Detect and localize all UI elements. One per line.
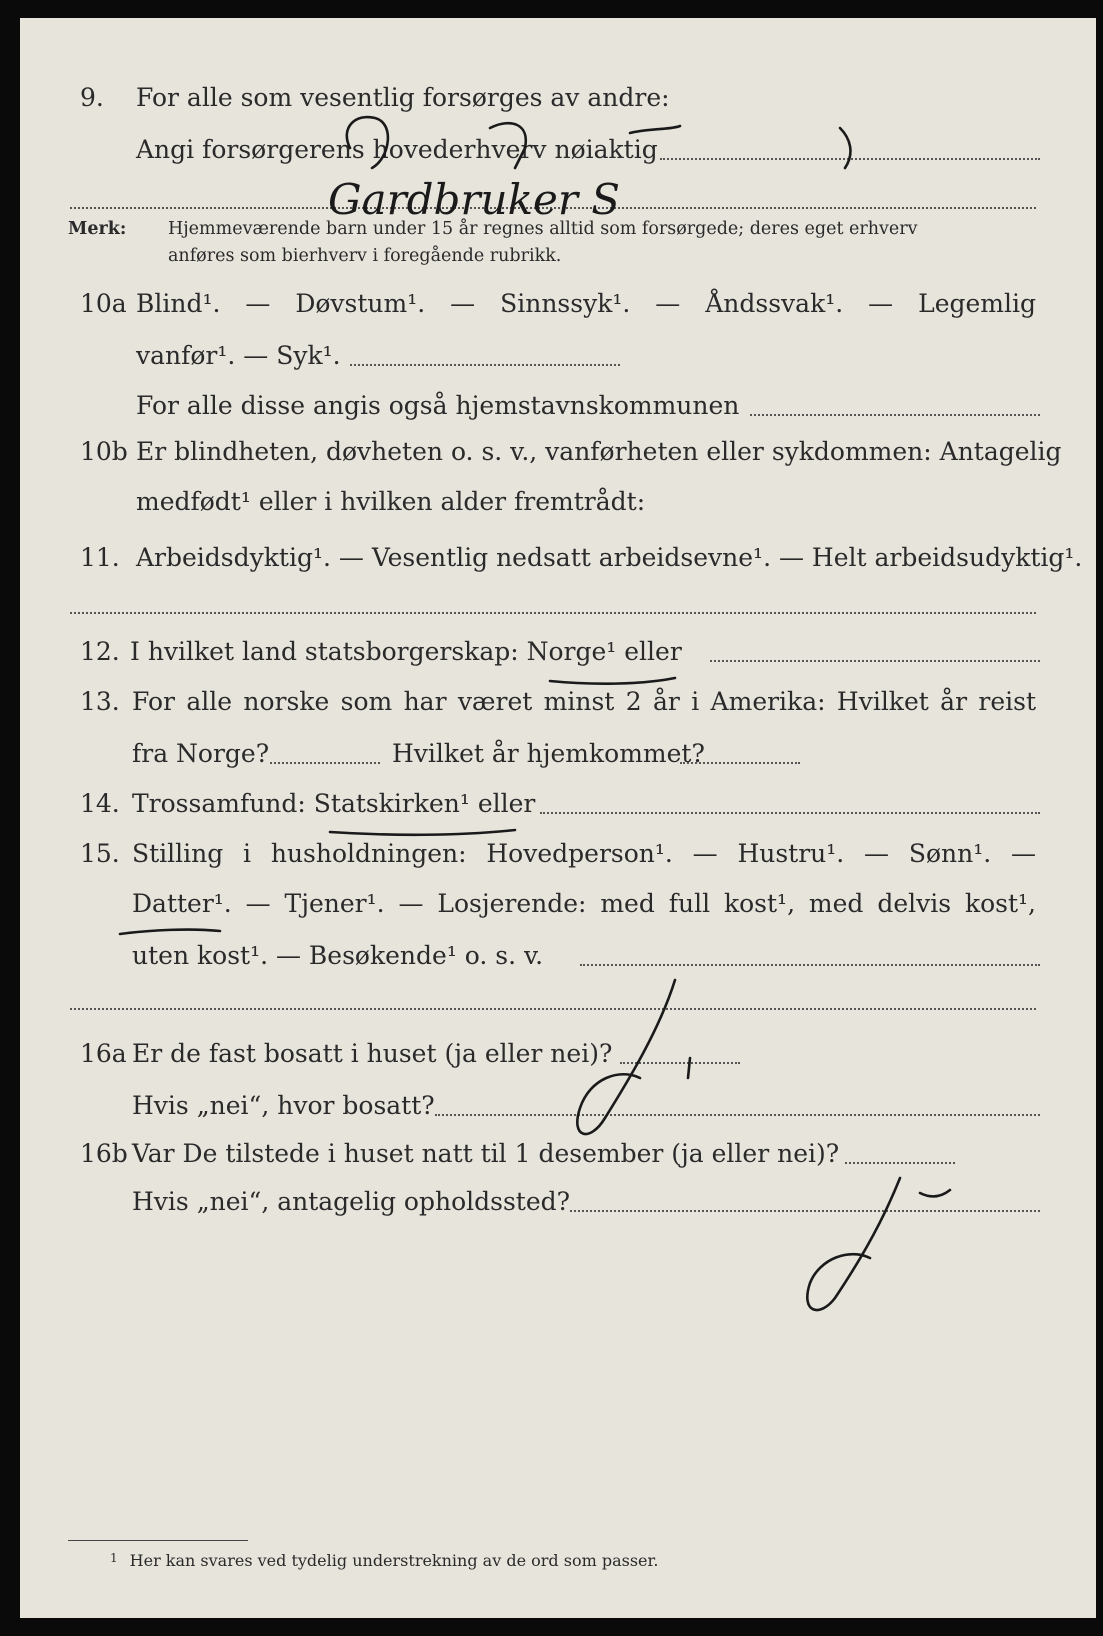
census-form-page <box>20 18 1096 1618</box>
question-text: vanfør¹. — Syk¹. <box>136 341 341 370</box>
divider <box>70 612 1036 614</box>
answer-line <box>350 362 620 366</box>
divider <box>70 1008 1036 1010</box>
answer-line <box>570 1208 1040 1212</box>
handwritten-answer-q9: Gardbruker S <box>328 175 621 224</box>
question-text: uten kost¹. — Besøkende¹ o. s. v. <box>132 941 544 970</box>
answer-line <box>680 760 800 764</box>
question-number: 16a <box>80 1039 127 1068</box>
question-number: 10b <box>80 437 128 466</box>
question-text: Arbeidsdyktig¹. — Vesentlig nedsatt arbeidsevne¹. — Helt arbeidsudyktig¹. <box>136 543 1083 572</box>
question-number: 10a <box>80 289 127 318</box>
question-number: 14. <box>80 789 120 818</box>
footnote-text: Her kan svares ved tydelig understrekning av de ord som passer. <box>129 1551 659 1570</box>
footnote <box>110 1551 659 1570</box>
answer-line <box>710 658 1040 662</box>
answer-line <box>270 760 380 764</box>
question-text: For alle norske som har været minst 2 år i Amerika: Hvilket år reist <box>132 687 1036 716</box>
question-text: fra Norge? <box>132 739 270 768</box>
question-text: Stilling i husholdningen: Hovedperson¹. — Hustru¹. — Sønn¹. — <box>132 839 1036 868</box>
note-label: Merk: <box>68 219 127 239</box>
question-text: Hvis „nei“, antagelig opholdssted? <box>132 1187 571 1216</box>
underline-mark <box>120 930 220 934</box>
note-block <box>68 216 918 270</box>
question-text: Hvilket år hjemkommet? <box>392 739 705 768</box>
question-number: 11. <box>80 543 120 572</box>
question-number: 12. <box>80 637 120 666</box>
note-text: Hjemmeværende barn under 15 år regnes alltid som forsørgede; deres eget erhverv <box>168 219 918 239</box>
answer-line <box>620 1060 740 1064</box>
pen-stroke <box>630 126 680 133</box>
question-text: Er blindheten, døvheten o. s. v., vanførheten eller sykdommen: Antagelig <box>136 437 1062 466</box>
answer-line <box>435 1112 1040 1116</box>
question-number: 16b <box>80 1139 128 1168</box>
pen-stroke <box>840 128 850 168</box>
question-text: Er de fast bosatt i huset (ja eller nei)? <box>132 1039 613 1068</box>
note-text: anføres som bierhverv i foregående rubrikk. <box>168 246 562 266</box>
question-text: Blind¹. — Døvstum¹. — Sinnssyk¹. — Åndssvak¹. — Legemlig <box>136 289 1036 318</box>
question-text: Hvis „nei“, hvor bosatt? <box>132 1091 435 1120</box>
footnote-mark: 1 <box>110 1551 118 1565</box>
answer-line <box>660 156 1040 160</box>
footnote-rule <box>68 1540 248 1541</box>
question-text: For alle som vesentlig forsørges av andre: <box>136 83 670 112</box>
answer-line <box>750 412 1040 416</box>
pen-stroke <box>920 1190 950 1196</box>
divider <box>70 207 1036 209</box>
question-text: I hvilket land statsborgerskap: Norge¹ eller <box>130 637 682 666</box>
answer-line <box>580 962 1040 966</box>
question-number: 13. <box>80 687 120 716</box>
answer-line <box>845 1160 955 1164</box>
question-number: 15. <box>80 839 120 868</box>
question-text: For alle disse angis også hjemstavnskommunen <box>136 391 740 420</box>
underline-mark <box>330 830 515 835</box>
pen-stroke <box>807 1178 900 1310</box>
question-text: Trossamfund: Statskirken¹ eller <box>132 789 536 818</box>
underline-mark <box>550 678 675 684</box>
answer-line <box>540 810 1040 814</box>
question-number: 9. <box>80 83 104 112</box>
question-text: medfødt¹ eller i hvilken alder fremtrådt: <box>136 487 646 516</box>
question-text: Datter¹. — Tjener¹. — Losjerende: med full kost¹, med delvis kost¹, <box>132 889 1036 918</box>
question-text: Var De tilstede i huset natt til 1 desember (ja eller nei)? <box>132 1139 840 1168</box>
question-text: Angi forsørgerens hovederhverv nøiaktig <box>136 135 658 164</box>
